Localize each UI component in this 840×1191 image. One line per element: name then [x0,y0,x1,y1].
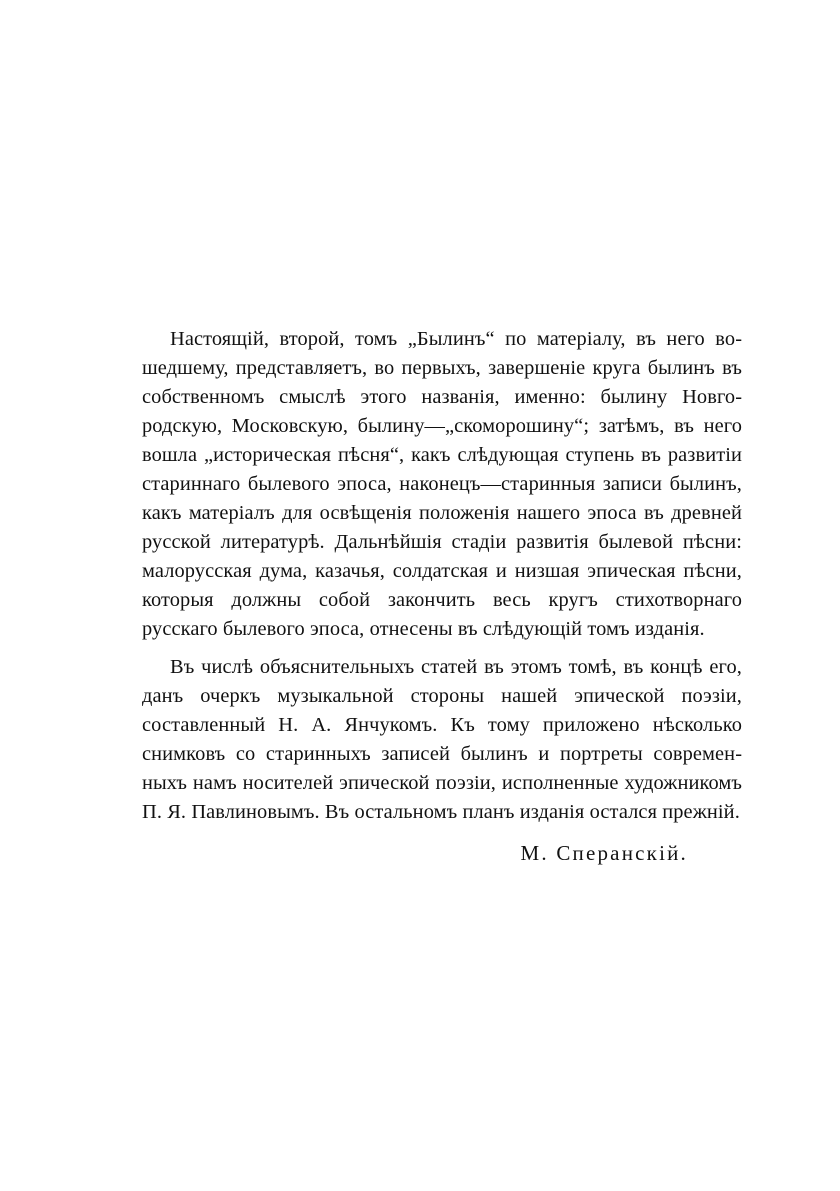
paragraph-2: Въ числѣ объяснительныхъ статей въ этомъ томѣ, въ концѣ его, данъ очеркъ музыкальной стороны нашей эпической поэзіи, составленный Н. А. Янчукомъ. Къ тому приложено нѣсколько снимковъ со старинныхъ записей былинъ и портреты современныхъ намъ носителей эпической поэзіи, исполненные художникомъ П. Я. Павлиновымъ. Въ остальномъ планъ изданія остался прежній. [142,656,742,823]
author-signature: М. Сперанскій. [520,841,688,865]
preface-text [142,325,742,827]
paragraph-1: Настоящій, второй, томъ „Былинъ“ по матеріалу, въ него вошедшему, представляетъ, во первыхъ, завершеніе круга былинъ въ собственномъ смыслѣ этого названія, именно: былину Новгородскую, Московскую, былину—„скоморошину“; затѣмъ, въ него вошла „историческая пѣсня“, какъ слѣдующая ступень въ развитіи стариннаго былевого эпоса, наконецъ—старинныя записи былинъ, какъ матеріалъ для освѣщенія положенія нашего эпоса въ древней русской литературѣ. Дальнѣйшія стадіи развитія былевой пѣсни: малорусская дума, казачья, солдатская и низшая эпическая пѣсни, которыя должны собой закончить весь кругъ стихотворнаго русскаго былевого эпоса, отнесены въ слѣдующій томъ изданія. [142,328,742,640]
